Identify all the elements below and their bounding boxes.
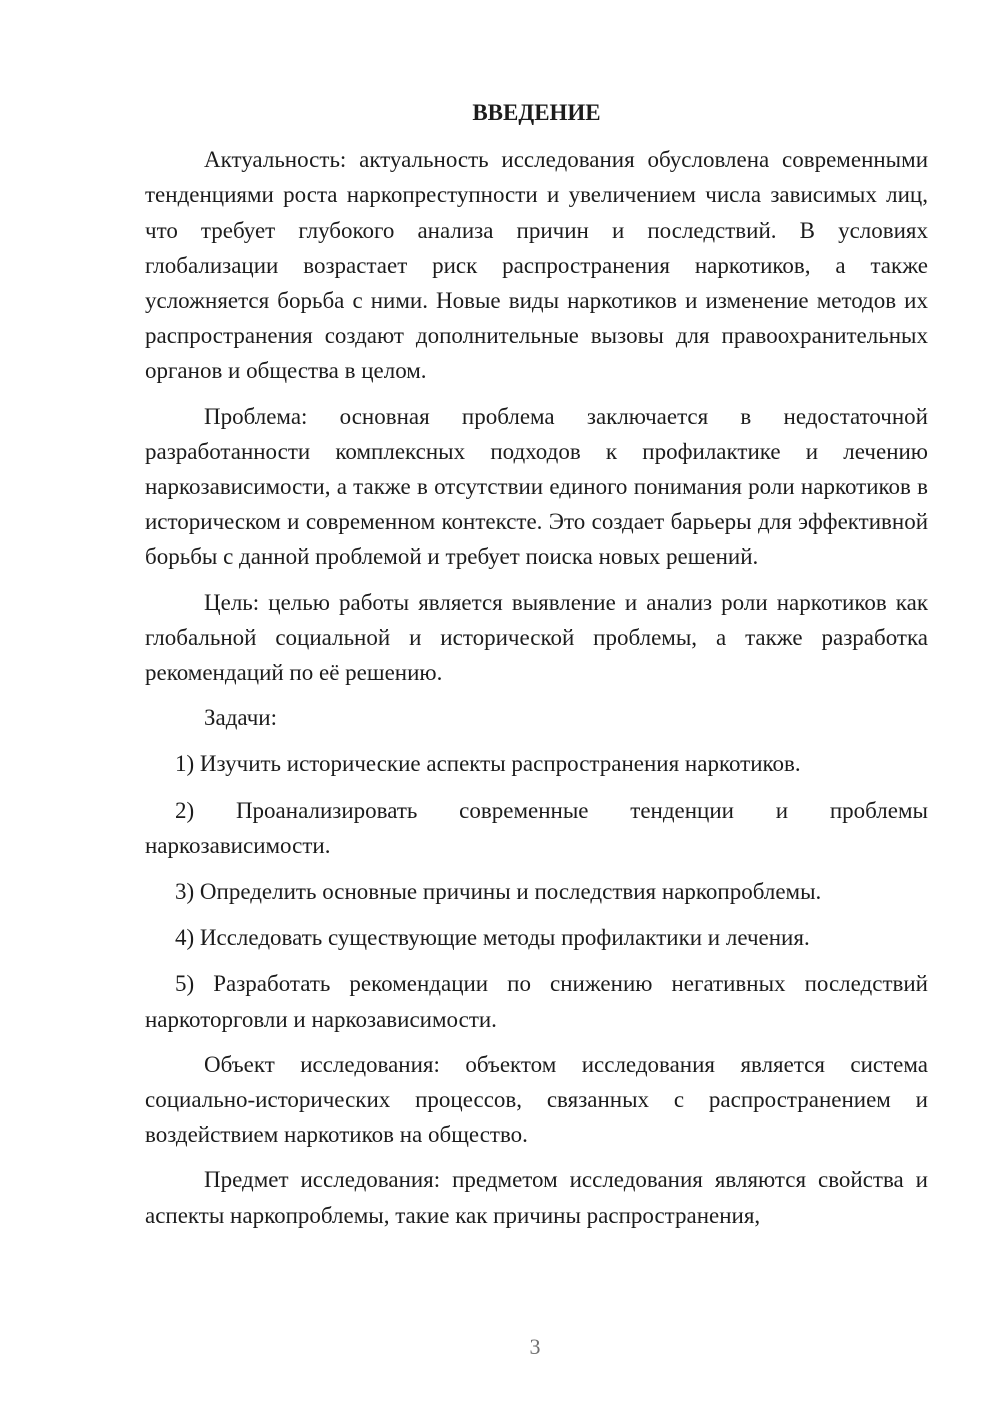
- task-item-2: 2) Проанализировать современные тенденции и проблемы наркозависимости.: [145, 797, 928, 858]
- paragraph-problem: Проблема: основная проблема заключается в недостаточной разработанности комплексных подходов к профилактике и лечению наркозависимости, а также в отсутствии единого понимания роли наркотиков в историческом и современном контексте. Это создает барьеры для эффективной борьбы с данной проблемой и требует поиска новых решений.: [145, 403, 928, 570]
- task-item-1: 1) Изучить исторические аспекты распространения наркотиков.: [175, 751, 801, 777]
- tasks-heading: Задачи:: [204, 705, 277, 731]
- task-item-3: 3) Определить основные причины и последствия наркопроблемы.: [175, 879, 822, 905]
- paragraph-goal: Цель: целью работы является выявление и анализ роли наркотиков как глобальной социальной и исторической проблемы, а также разработка рекомендаций по её решению.: [145, 589, 928, 686]
- paragraph-relevance: Актуальность: актуальность исследования обусловлена современными тенденциями роста наркопреступности и увеличением числа зависимых лиц, что требует глубокого анализа причин и последствий. В условиях глобализации возрастает риск распространения наркотиков, а также усложняется борьба с ними. Новые виды наркотиков и изменение методов их распространения создают дополнительные вызовы для правоохранительных органов и общества в целом.: [145, 147, 928, 384]
- page-content: [145, 95, 928, 1233]
- paragraph-subject: Предмет исследования: предметом исследования являются свойства и аспекты наркопроблемы, такие как причины распространения,: [145, 1167, 928, 1228]
- page-number: 3: [529, 1334, 541, 1359]
- page-title: ВВЕДЕНИЕ: [472, 100, 601, 125]
- task-item-4: 4) Исследовать существующие методы профилактики и лечения.: [175, 925, 810, 951]
- task-item-5: 5) Разработать рекомендации по снижению негативных последствий наркоторговли и наркозависимости.: [145, 971, 928, 1032]
- paragraph-object: Объект исследования: объектом исследования является система социально-исторических процессов, связанных с распространением и воздействием наркотиков на общество.: [145, 1051, 928, 1148]
